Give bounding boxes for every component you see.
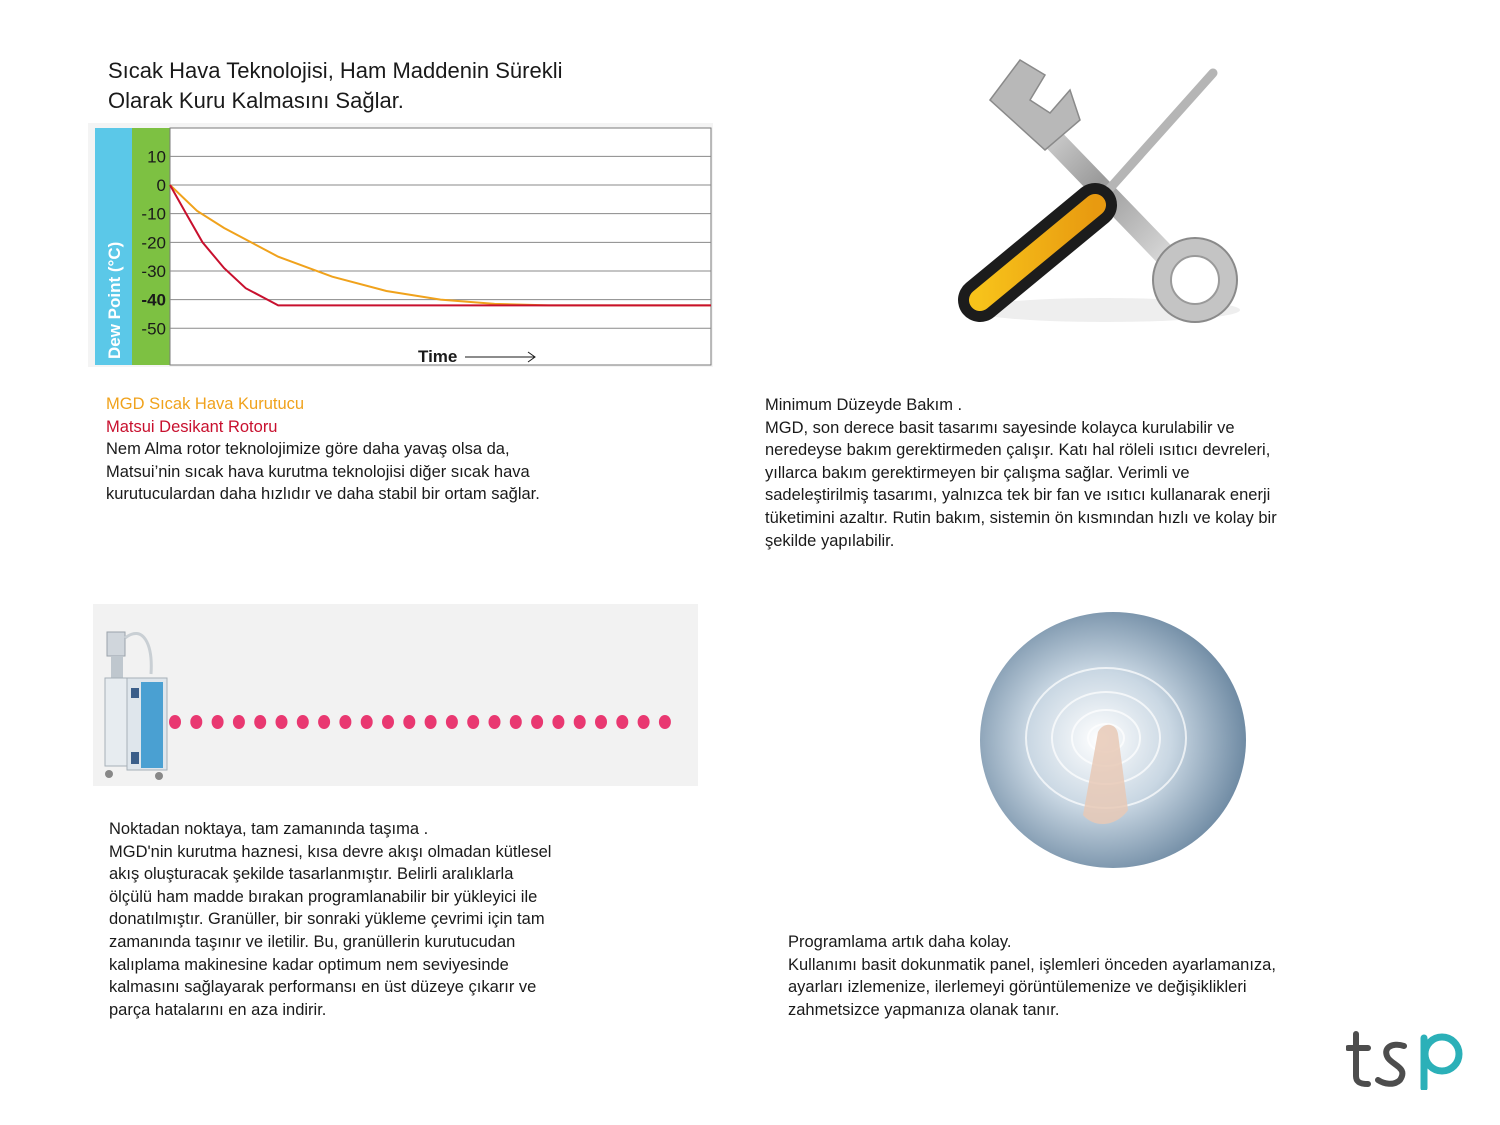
y-tick-label: -40 (141, 290, 166, 310)
conveyor-dots (163, 710, 693, 734)
tsp-logo (1346, 1030, 1466, 1090)
granule-dot (361, 715, 373, 729)
y-axis-label: Dew Point (°C) (105, 241, 124, 359)
granule-dot (616, 715, 628, 729)
section-2-line: neredeyse bakım gerektirmeden çalışır. Katı hal röleli ısıtıcı devreleri, (765, 441, 1271, 460)
granule-dot (595, 715, 607, 729)
y-tick-label: -20 (141, 233, 166, 253)
section-3-line: kalmasını sağlayarak performansı en üst düzeye çıkarır ve (109, 978, 537, 997)
section-4-line: zahmetsizce yapmanıza olanak tanır. (788, 1000, 1060, 1019)
granule-dot (297, 715, 309, 729)
granule-dot (382, 715, 394, 729)
conveyor-illustration (93, 604, 698, 786)
granule-dot (531, 715, 543, 729)
section-3-line: ölçülü ham madde bırakan programlanabilir bir yükleyici ile (109, 887, 538, 906)
granule-dot (574, 715, 586, 729)
section-2-line: yıllarca bakım gerektirmeyen bir çalışma sağlar. Verimli ve (765, 463, 1190, 482)
granule-dot (190, 715, 202, 729)
section-4-title: Programlama artık daha kolay. (788, 933, 1012, 951)
section-4-line: ayarları izlemenize, ilerlemeyi görüntülemenize ve değişiklikleri (788, 978, 1247, 997)
granule-dot (276, 715, 288, 729)
heading-line-1: Sıcak Hava Teknolojisi, Ham Maddenin Sürekli (108, 58, 563, 83)
x-axis-label: Time (418, 347, 458, 366)
section-2-line: MGD, son derece basit tasarımı sayesinde kolayca kurulabilir ve (765, 418, 1235, 437)
granule-dot (446, 715, 458, 729)
heading-line-2: Olarak Kuru Kalmasını Sağlar. (108, 88, 404, 113)
granule-dot (659, 715, 671, 729)
legend-matsui: Matsui Desikant Rotoru (106, 417, 278, 436)
granule-dot (552, 715, 564, 729)
section-3-title: Noktadan noktaya, tam zamanında taşıma . (109, 820, 429, 838)
y-tick-label: -50 (141, 319, 166, 339)
granule-dot (489, 715, 501, 729)
section-1 (106, 393, 540, 506)
granule-dot (467, 715, 479, 729)
section-3-line: kalıplama makinesine kadar optimum nem seviyesinde (109, 955, 509, 974)
touch-panel-image (978, 610, 1248, 870)
section-3 (109, 818, 551, 1021)
legend-mgd: MGD Sıcak Hava Kurutucu (106, 395, 305, 413)
section-3-line: akış oluşturacak şekilde tasarlanmıştır. Belirli aralıklarla (109, 865, 514, 884)
section-3-line: MGD'nin kurutma haznesi, kısa devre akışı olmadan kütlesel (109, 842, 552, 861)
granule-dot (169, 715, 181, 729)
plot-area (170, 128, 711, 365)
section-2 (765, 394, 1277, 552)
granule-dot (233, 715, 245, 729)
y-tick-label: -10 (141, 204, 166, 224)
section-4-line: Kullanımı basit dokunmatik panel, işlemleri önceden ayarlamanıza, (788, 955, 1276, 974)
granule-dot (510, 715, 522, 729)
section-3-line: zamanında taşınır ve iletilir. Bu, granüllerin kurutucudan (109, 932, 516, 951)
granule-dot (318, 715, 330, 729)
section-1-line: kurutuculardan daha hızlıdır ve daha stabil bir ortam sağlar. (106, 485, 540, 504)
tools-image (945, 55, 1255, 325)
y-tick-label: 0 (156, 176, 166, 195)
granule-dot (212, 715, 224, 729)
section-1-line: Matsui’nin sıcak hava kurutma teknolojisi diğer sıcak hava (106, 462, 530, 481)
dew-point-chart (88, 123, 713, 367)
y-tick-label: 10 (147, 147, 166, 167)
granule-dot (339, 715, 351, 729)
granule-dot (254, 715, 266, 729)
section-3-line: donatılmıştır. Granüller, bir sonraki yükleme çevrimi için tam (109, 910, 545, 929)
section-3-line: parça hatalarını en aza indirir. (109, 1000, 327, 1019)
granule-dot (638, 715, 650, 729)
section-2-line: tüketimini azaltır. Rutin bakım, sistemin ön kısmından hızlı ve kolay bir (765, 508, 1277, 527)
section-1-line: Nem Alma rotor teknolojimize göre daha yavaş olsa da, (106, 440, 510, 459)
logo-text: tsp (1346, 1030, 1348, 1031)
section-2-title: Minimum Düzeyde Bakım . (765, 396, 963, 414)
section-2-line: sadeleştirilmiş tasarımı, yalnızca tek bir fan ve ısıtıcı kullanarak enerji (765, 486, 1271, 505)
dryer-machine-image (93, 604, 698, 786)
granule-dot (425, 715, 437, 729)
page-heading (108, 56, 628, 116)
section-4 (788, 931, 1276, 1021)
granule-dot (403, 715, 415, 729)
y-tick-label: -30 (141, 261, 166, 281)
section-2-line: şekilde yapılabilir. (765, 531, 895, 550)
